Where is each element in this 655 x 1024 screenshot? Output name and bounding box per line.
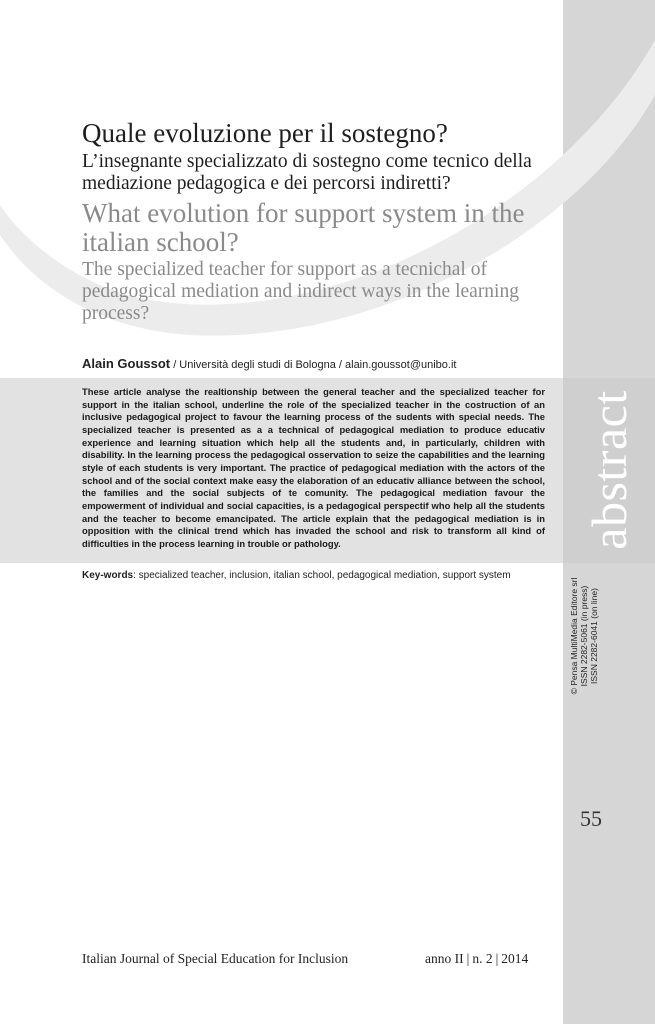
footer-journal-name: Italian Journal of Special Education for Inclusion xyxy=(82,951,349,966)
author-affiliation: / Università degli studi di Bologna / alain.goussot@unibo.it xyxy=(173,359,457,371)
issn-print: ISSN 2282-5061 (in press) xyxy=(579,585,589,687)
footer-year: 2014 xyxy=(501,951,529,966)
footer-issue-info xyxy=(425,951,528,967)
page-number: 55 xyxy=(580,806,602,831)
author-name: Alain Goussot xyxy=(82,356,171,371)
article-title-english: What evolution for support system in the italian school? xyxy=(82,198,525,257)
footer-volume: anno II xyxy=(425,951,464,966)
keywords-label: Key-words xyxy=(82,570,134,581)
footer-issue: n. 2 xyxy=(472,951,493,966)
keywords-text: : specialized teacher, inclusion, italian school, pedagogical mediation, support system xyxy=(133,570,511,581)
abstract-side-label: abstract xyxy=(581,390,637,550)
article-subtitle-english: The specialized teacher for support as a tecnichal of pedagogical mediation and indirect ways in the learning process? xyxy=(82,259,519,324)
issn-online: ISSN 2282-6041 (on line) xyxy=(589,588,599,684)
abstract-body: These article analyse the realtionship between the general teacher and the specialized teacher for support in the italian school, underline the role of the specialized teacher in the costruction of an inclusive pedagogical project to favour the learning process of the sudents with special needs. The specialized teacher is presented as a a technical of pedagogical mediation to produce educativ experience and learning situation which help all the students and, in particularly, children with disability. In the learning process the pedagogical osservation to seize the capabilities and the learning style of each students is very important. The practice of pedagogical mediation with the actors of the school and of the social context make easy the elaboration of an educativ alliance between the school, the families and the social subjects of te comunity. The pedagogical mediation favour the empowerment of individual and social capacities, is a pedagogical perspectif who help all the students and the teacher to become emancipated. The article explain that the pedagogical mediation is in opposition with the clinical trend which has invaded the school and risk to transform all kind of difficulties in the process learning in trouble or pathology. xyxy=(82,386,545,549)
keywords-line xyxy=(82,570,552,581)
article-subtitle-italian: L’insegnante specializzato di sostegno come tecnico della mediazione pedagogica e dei percorsi indiretti? xyxy=(82,151,532,194)
author-line xyxy=(82,356,552,371)
footer-separator: | xyxy=(495,951,499,966)
footer-separator: | xyxy=(466,951,470,966)
copyright-publisher: © Pensa MultiMedia Editore srl xyxy=(569,577,579,695)
article-title-italian: Quale evoluzione per il sostegno? xyxy=(82,118,448,148)
copyright-notice xyxy=(569,578,599,695)
